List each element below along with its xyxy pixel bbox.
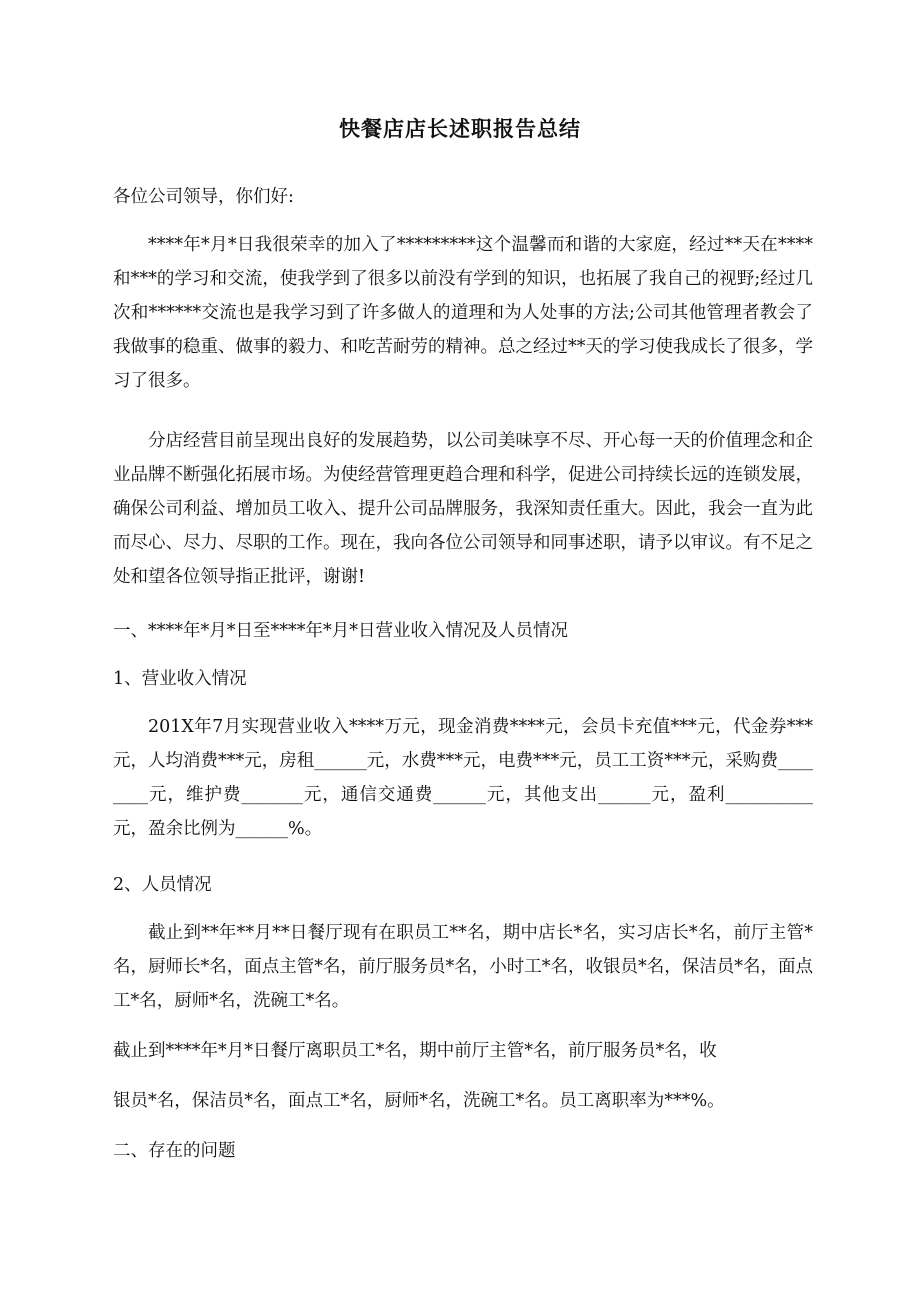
paragraph-trend: 分店经营目前呈现出良好的发展趋势，以公司美味享不尽、开心每一天的价值理念和企业品牌不断强化拓展市场。为使经营管理更趋合理和科学，促进公司持续长远的连锁发展，确保公司利益、增加员工收入、提升公司品牌服务，我深知责任重大。因此，我会一直为此而尽心、尽力、尽职的工作。现在，我向各位公司领导和同事述职，请予以审议。有不足之处和望各位领导指正批评，谢谢! (113, 431, 813, 587)
document-title: 快餐店店长述职报告总结 (339, 117, 581, 141)
paragraph-leave-line-1: 截止到****年*月*日餐厅离职员工*名，期中前厅主管*名，前厅服务员*名，收 (113, 1041, 717, 1061)
subsection-heading-staff: 2、人员情况 (113, 875, 212, 895)
section-heading-2: 二、存在的问题 (113, 1141, 236, 1161)
subsection-heading-revenue: 1、营业收入情况 (113, 669, 247, 689)
paragraph-leave-line-2: 银员*名，保洁员*名，面点工*名，厨师*名，洗碗工*名。员工离职率为***%。 (113, 1091, 725, 1111)
paragraph-revenue: 201X年7月实现营业收入****万元，现金消费****元，会员卡充值***元，代金券***元，人均消费***元，房租______元，水费***元，电费***元，员工工资***元，采购费________元，维护费_______元，通信交通费______元，其他支出______元，盈利__________元，盈余比例为______%。 (113, 717, 813, 839)
paragraph-staff: 截止到**年**月**日餐厅现有在职员工**名，期中店长*名，实习店长*名，前厅主管*名，厨师长*名，面点主管*名，前厅服务员*名，小时工*名，收银员*名，保洁员*名，面点工*名，厨师*名，洗碗工*名。 (113, 923, 813, 1011)
section-heading-1: 一、****年*月*日至****年*月*日营业收入情况及人员情况 (113, 621, 568, 641)
greeting: 各位公司领导，你们好: (113, 187, 294, 207)
paragraph-intro: ****年*月*日我很荣幸的加入了*********这个温馨而和谐的大家庭，经过**天在****和***的学习和交流，使我学到了很多以前没有学到的知识，也拓展了我自己的视野;经过几次和******交流也是我学习到了许多做人的道理和为人处事的方法;公司其他管理者教会了我做事的稳重、做事的毅力、和吃苦耐劳的精神。总之经过**天的学习使我成长了很多，学习了很多。 (113, 235, 813, 391)
